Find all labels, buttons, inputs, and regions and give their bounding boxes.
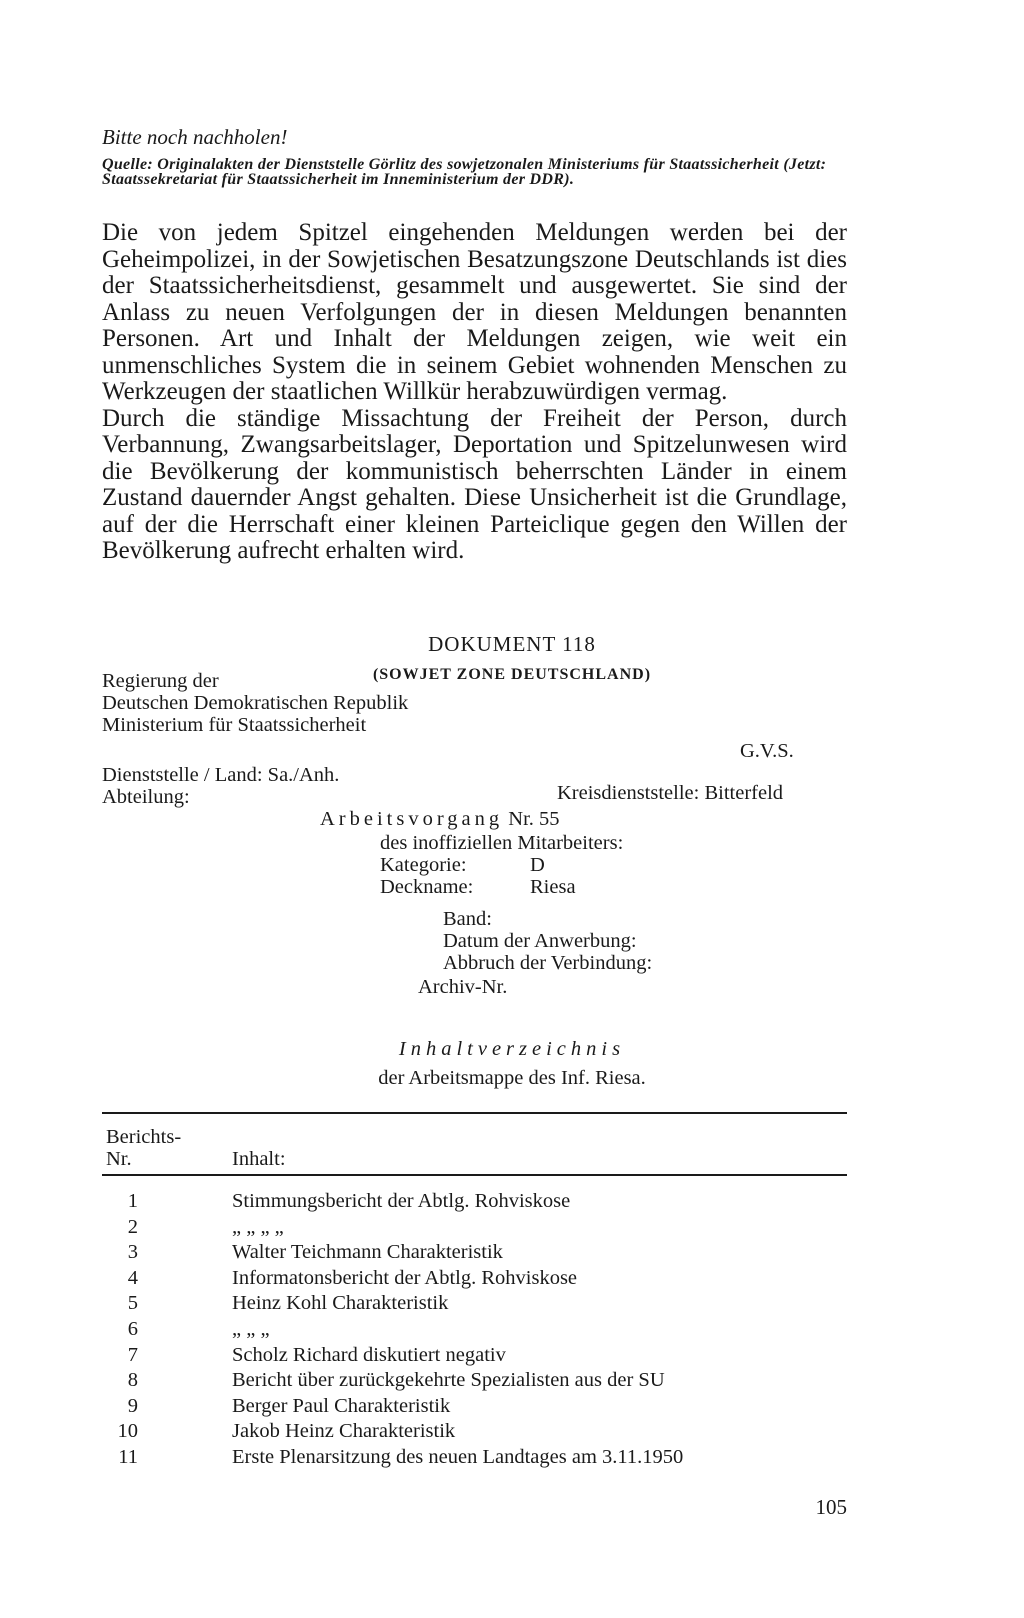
report-number: 9 [127,1394,138,1417]
column-header-nr-1: Berichts- [106,1126,182,1148]
classification-mark: G.V.S. [740,740,794,762]
page-number: 105 [815,1495,847,1519]
source-note: Quelle: Originalakten der Dienststelle Görlitz des sowjetzonalen Ministeriums für Staatssicherheit (Jetzt: Staatssekretariat für Staatssicherheit im Inneministerium der DDR). [102,156,827,188]
arbeitsvorgang-label: Arbeitsvorgang [320,808,504,830]
report-content: Berger Paul Charakteristik [232,1394,451,1417]
report-content: Heinz Kohl Charakteristik [232,1292,449,1315]
arbeitsvorgang-line [320,808,560,831]
table-row [102,1318,847,1343]
report-content: Walter Teichmann Charakteristik [232,1241,503,1264]
paragraph-1: Die von jedem Spitzel eingehenden Meldungen werden bei der Geheimpolizei, in der Sowjetischen Besatzungszone Deutschlands ist dies der Staatssicherheitsdienst, gesammelt und ausgewertet. Sie sind der Anlass zu neuen Verfolgungen der in diesen Meldungen benannten Personen. Art und Inhalt der Meldungen zeigen, wie weit ein unmenschliches System die in seinem Gebiet wohnenden Menschen zu Werkzeugen der staatlichen Willkür herabzuwürdigen vermag. [102,219,847,405]
report-number: 8 [127,1369,138,1392]
arbeitsvorgang-number: Nr. 55 [508,808,560,830]
kreisdienststelle-line: Kreisdienststelle: Bitterfeld [557,782,784,804]
table-row [102,1216,847,1241]
band-line: Band: [443,908,492,930]
archiv-line: Archiv-Nr. [418,976,508,998]
table-row [102,1420,847,1445]
table-row [102,1446,847,1471]
report-content: Stimmungsbericht der Abtlg. Rohviskose [232,1190,571,1212]
table-row [102,1369,847,1394]
report-number: 10 [117,1420,138,1443]
report-content: Erste Plenarsitzung des neuen Landtages am 3.11.1950 [232,1446,684,1468]
report-content: „ „ „ [232,1318,270,1340]
report-number: 11 [118,1446,138,1468]
table-row [102,1267,847,1292]
table-header-rule [102,1174,847,1176]
report-number: 5 [127,1292,138,1315]
report-number: 3 [127,1241,138,1264]
deckname-label: Deckname: [380,876,474,898]
column-header-inhalt: Inhalt: [232,1148,286,1170]
table-top-rule [102,1112,847,1114]
report-number: 4 [127,1266,138,1289]
report-number: 2 [127,1215,138,1238]
table-row [102,1395,847,1420]
report-number: 6 [127,1318,138,1340]
authority-line-1: Regierung der [102,670,219,692]
authority-line-2: Deutschen Demokratischen Republik [102,692,409,714]
report-content: Scholz Richard diskutiert negativ [232,1343,506,1366]
anwerbung-line: Datum der Anwerbung: [443,930,637,952]
report-number: 1 [127,1190,138,1212]
dienststelle-line: Dienststelle / Land: Sa./Anh. [102,764,340,786]
report-content: Bericht über zurückgekehrte Spezialisten aus der SU [232,1369,665,1392]
table-row [102,1344,847,1369]
toc-title: Inhaltverzeichnis [398,1038,626,1060]
report-number: 7 [127,1343,138,1366]
table-row [102,1190,847,1215]
report-content: „ „ „ „ [232,1215,284,1238]
kategorie-label: Kategorie: [380,854,467,876]
intro-text [102,220,847,565]
mitarbeiter-line: des inoffiziellen Mitarbeiters: [380,832,624,854]
document-title: DOKUMENT 118 [428,632,596,656]
authority-line-3: Ministerium für Staatssicherheit [102,714,367,736]
document-subtitle: (SOWJET ZONE DEUTSCHLAND) [372,666,652,683]
kategorie-value: D [530,854,545,876]
deckname-value: Riesa [530,876,576,898]
paragraph-2: Durch die ständige Missachtung der Freiheit der Person, durch Verbannung, Zwangsarbeitslager, Deportation und Spitzelunwesen wird die Bevölkerung der kommunistisch beherrschten Länder in einem Zustand dauernder Angst gehalten. Diese Unsicherheit ist die Grundlage, auf der die Herrschaft einer kleinen Parteiclique gegen den Willen der Bevölkerung aufrecht erhalten wird. [102,404,847,564]
table-row [102,1292,847,1317]
table-row [102,1241,847,1266]
note-heading: Bitte noch nachholen! [102,125,288,149]
toc-subtitle: der Arbeitsmappe des Inf. Riesa. [378,1067,646,1089]
abbruch-line: Abbruch der Verbindung: [443,952,653,974]
report-content: Informatonsbericht der Abtlg. Rohviskose [232,1266,578,1289]
abteilung-line: Abteilung: [102,786,190,808]
column-header-nr-2: Nr. [106,1148,132,1170]
report-content: Jakob Heinz Charakteristik [232,1420,456,1443]
